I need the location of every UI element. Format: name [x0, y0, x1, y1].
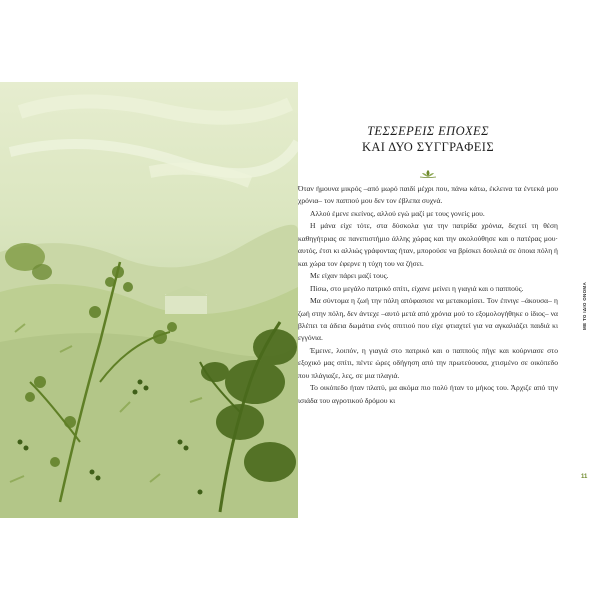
chapter-title-line-2: ΚΑΙ ΔΥΟ ΣΥΓΓΡΑΦΕΙΣ: [361, 140, 495, 154]
landscape-illustration: [0, 82, 298, 518]
paragraph: Έμεινε, λοιπόν, η γιαγιά στο πατρικό και ο παππούς πήγε και κούρνιασε στο εξοχικό μας σπίτι, πέντε ώρες οδήγηση από την πρωτεύουσα, χτισμένο σε οικόπεδο που πλάγιαζε, λες, σε μια πλαγιά.: [298, 345, 558, 380]
paragraph: Αλλού έμενε εκείνος, αλλού εγώ μαζί με τους γονείς μου.: [310, 208, 485, 218]
paragraph: Μα σύντομα η ζωή την πόλη απόφασισε να μετακομίσει. Τον έπνιγε –άκουσα– η ζωή στην πόλη, δεν άντεχε –αυτό μετά από χρόνια μού το εξομολογήθηκε ο ίδιος– να βλέπει τα άδεια δωμάτια ενός σπιτιού που είχε φτιαχτεί για να αγκαλιάζει παιδιά κι εγγόνια.: [298, 296, 558, 343]
paragraph: Με είχαν πάρει μαζί τους.: [310, 271, 389, 281]
leaf-ornament-icon: [419, 169, 437, 181]
page-number: 11: [581, 474, 588, 480]
paragraph: Η μάνα είχε τότε, στα δύσκολα για την πατρίδα χρόνια, δεχτεί τη θέση καθηγήτριας σε πανεπιστήμιο άλλης χώρας και την ακολούθησε και ο πατέρας μου· αυτός, έτσι κι αλλιώς γράφοντας ήταν, μπορούσε να βρίσκει δουλειά σε όποια πόλη ή και χώρα τον έφερνε η τύχη του να ζήσει.: [298, 221, 558, 268]
body-text: [298, 183, 558, 407]
paragraph: Το οικόπεδο ήταν πλατύ, μα ακόμα πιο πολύ ήταν το μήκος του. Άρχιζε από την ισιάδα του αγροτικού δρόμου κι: [298, 383, 558, 405]
text-page: [298, 82, 600, 518]
paragraph: Πίσω, στο μεγάλο πατρικό σπίτι, είχανε μείνει η γιαγιά και ο παππούς.: [310, 283, 524, 293]
paragraph: Όταν ήμουνα μικρός –από μωρό παιδί μέχρι που, πάνω κάτω, έκλεινα τα έντεκά μου χρόνια– τον παππού μου δεν τον έβλεπα συχνά.: [298, 184, 558, 206]
chapter-title-line-1: ΤΕΣΣΕΡΕΙΣ ΕΠΟΧΕΣ: [367, 124, 489, 138]
running-head: ΜΕ ΤΟ ΙΔΙΟ ΟΝΟΜΑ: [582, 282, 587, 330]
illustration-page: [0, 82, 298, 518]
